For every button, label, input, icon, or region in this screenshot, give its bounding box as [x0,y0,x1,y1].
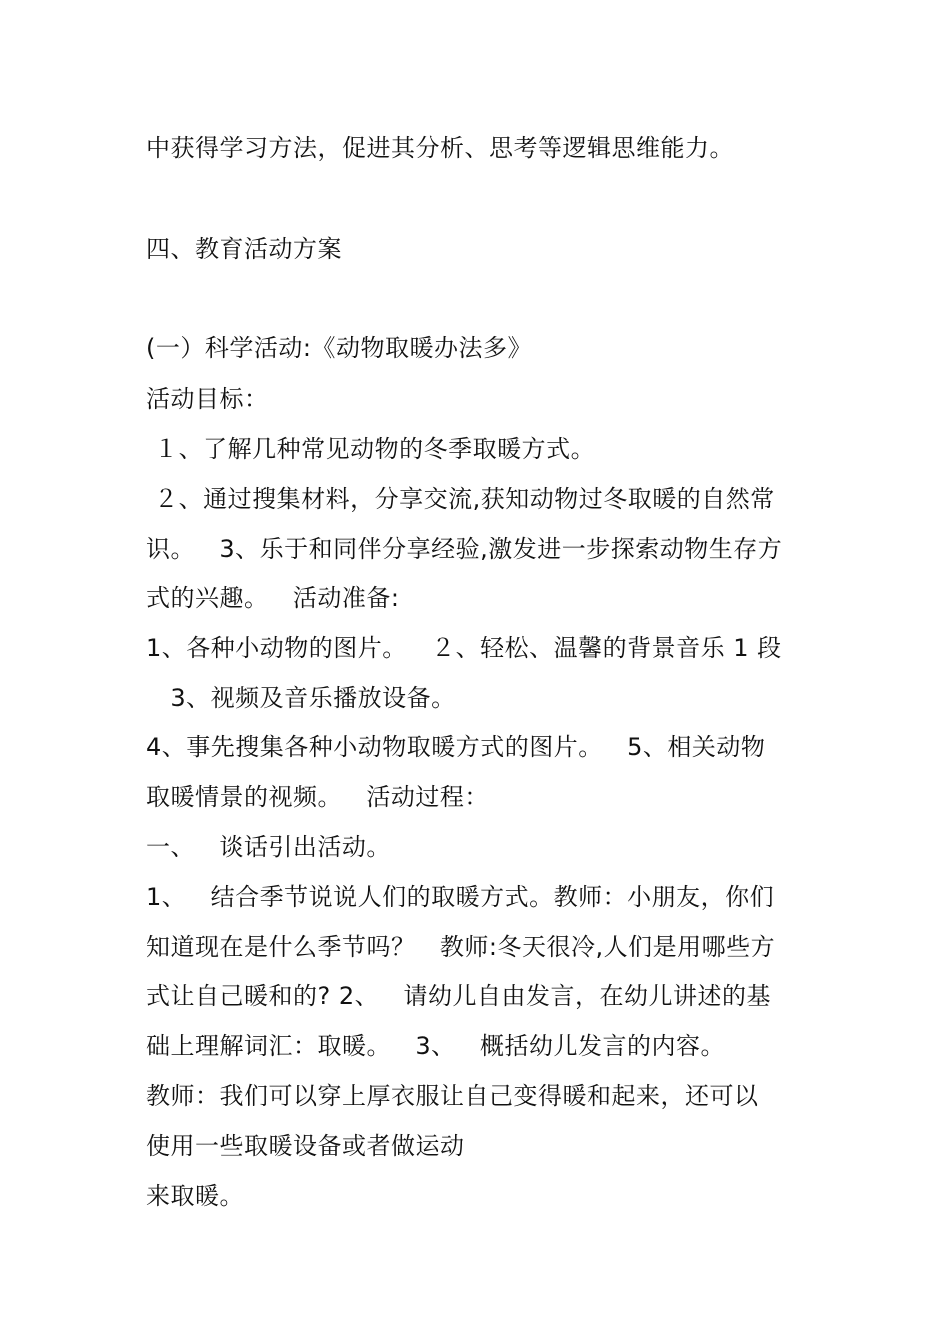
activity-title: (一）科学活动:《动物取暖办法多》 [146,334,532,362]
section-heading: 四、教育活动方案 [146,235,342,263]
text-line: 础上理解词汇：取暖。 3、 概括幼儿发言的内容。 [146,1032,726,1060]
subheading-goals: 活动目标： [146,385,269,413]
text-line: 式让自己暖和的? 2、 请幼儿自由发言，在幼儿讲述的基 [146,982,772,1010]
text-line: 使用一些取暖设备或者做运动 [146,1132,465,1160]
text-line: 中获得学习方法，促进其分析、思考等逻辑思维能力。 [146,134,734,162]
text-line: 4、事先搜集各种小动物取暖方式的图片。 5、相关动物 [146,733,766,761]
text-line: ２、通过搜集材料，分享交流,获知动物过冬取暖的自然常 [146,485,775,513]
text-line: 知道现在是什么季节吗？ 教师:冬天很冷,人们是用哪些方 [146,933,776,961]
text-line: 1、各种小动物的图片。 ２、轻松、温馨的背景音乐 1 段 [146,634,782,662]
text-line: 识。 3、乐于和同伴分享经验,激发进一步探索动物生存方 [146,535,783,563]
text-line: 1、 结合季节说说人们的取暖方式。教师：小朋友，你们 [146,883,775,911]
text-line: 式的兴趣。 活动准备: [146,584,400,612]
text-line: 取暖情景的视频。 活动过程： [146,783,489,811]
text-line: 教师：我们可以穿上厚衣服让自己变得暖和起来，还可以 [146,1082,759,1110]
text-line: 来取暖。 [146,1182,244,1210]
text-line: 一、 谈话引出活动。 [146,833,391,861]
text-line: １、了解几种常见动物的冬季取暖方式。 [146,435,596,463]
text-line: 3、视频及音乐播放设备。 [146,684,456,712]
